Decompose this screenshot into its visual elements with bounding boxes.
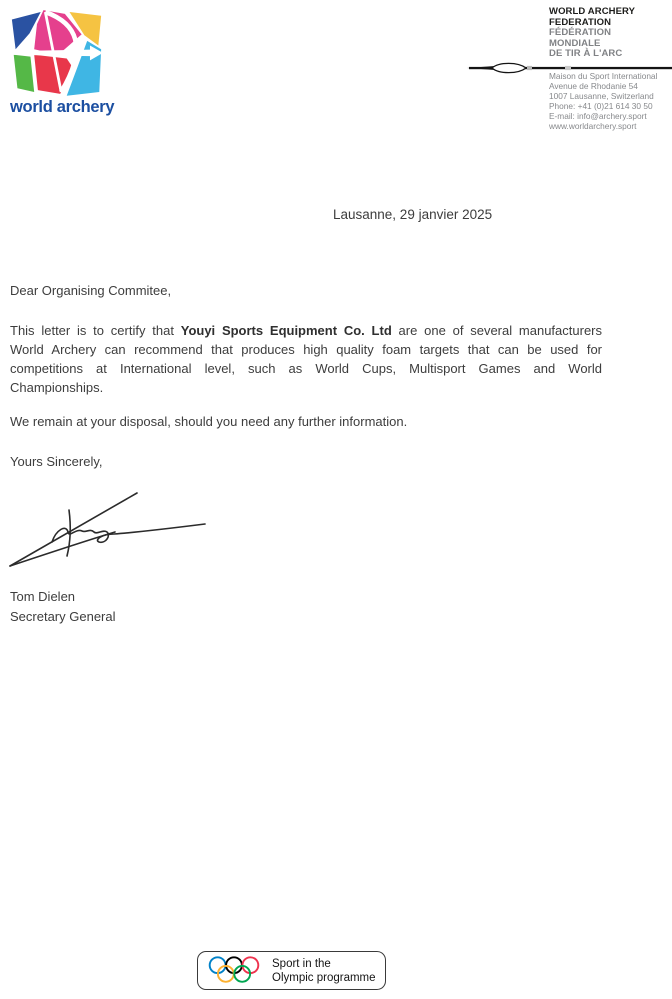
body-line-1-post: are one of several manufacturers [391,323,602,338]
olympic-programme-badge [197,951,386,990]
federation-name-fr-line2: MONDIALE [549,37,601,49]
signer-name: Tom Dielen [10,589,76,604]
body-paragraph-1 [10,321,602,397]
address-website: www.worldarchery.sport [549,121,637,132]
address-line: Avenue de Rhodanie 54 [549,81,638,92]
address-line: Maison du Sport International [549,71,658,81]
body-line-1 [10,321,602,340]
body-paragraph-2: We remain at your disposal, should you need any further information. [10,414,408,429]
closing: Yours Sincerely, [10,454,103,469]
signature-icon [6,484,216,576]
address-line: E-mail: info@archery.sport [549,111,647,122]
world-archery-wordmark: world archery [10,98,115,116]
letterhead-address [549,71,657,132]
olympic-badge-line1: Sport in the [272,957,331,970]
olympic-badge-line2: Olympic programme [272,971,376,984]
world-archery-logo [10,8,115,117]
body-line-1-pre: This letter is to certify that [10,323,181,338]
address-line: Phone: +41 (0)21 614 30 50 [549,101,653,112]
olympic-rings-icon [207,954,261,987]
federation-name-fr-line3: DE TIR À L'ARC [549,48,623,59]
olympic-badge-text [272,957,376,985]
world-archery-logo-icon [10,8,103,96]
address-line: 1007 Lausanne, Switzerland [549,91,654,102]
body-line-3: competitions at International level, such as World Cups, Multisport Games and World [10,361,602,376]
manufacturer-name: Youyi Sports Equipment Co. Ltd [180,323,392,338]
dateline: Lausanne, 29 janvier 2025 [333,207,493,222]
body-line-4: Championships. [10,380,104,395]
federation-name-fr-line1: FÉDÉRATION [549,27,612,38]
letterhead-names [549,7,669,60]
federation-name-en-line1: WORLD ARCHERY [549,6,636,17]
body-line-2: World Archery can recommend that produces high quality foam targets that can be used for [10,342,602,357]
federation-name-en-line2: FEDERATION [549,16,612,28]
signer-title: Secretary General [10,608,116,624]
salutation: Dear Organising Commitee, [10,283,172,298]
signature-block [10,587,116,626]
